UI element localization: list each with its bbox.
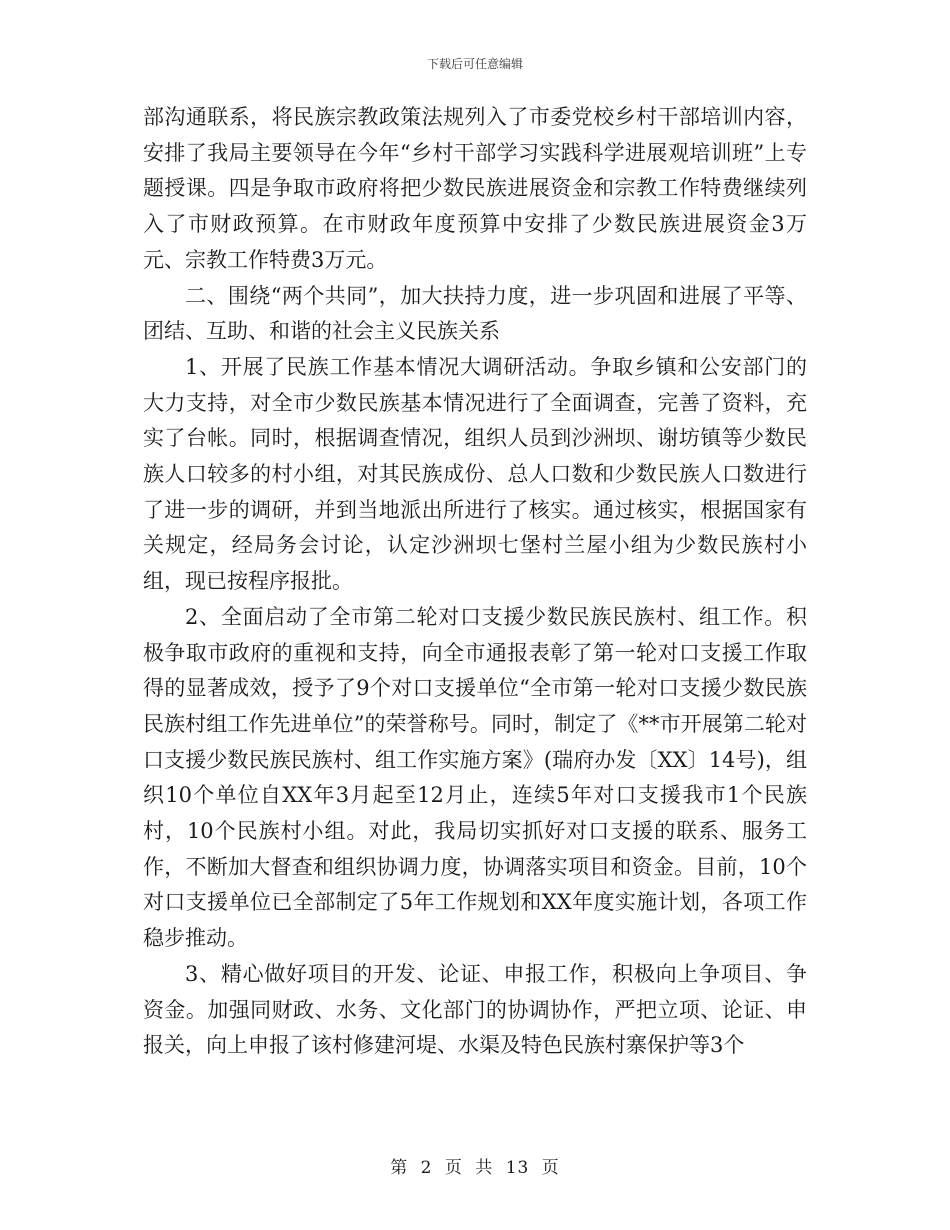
paragraph-section-heading: 二、围绕“两个共同”，加大扶持力度，进一步巩固和进展了平等、团结、互助、和谐的社会主义民族关系	[143, 283, 807, 344]
footer-prefix: 第	[390, 1158, 409, 1178]
footer-middle-1: 页	[444, 1158, 463, 1178]
footer-middle-2: 共	[475, 1158, 494, 1178]
paragraph-continuation: 部沟通联系，将民族宗教政策法规列入了市委党校乡村干部培训内容，安排了我局主要领导在今年“乡村干部学习实践科学进展观培训班”上专题授课。四是争取市政府将把少数民族进展资金和宗教工作特费继续列入了市财政预算。在市财政年度预算中安排了少数民族进展资金3万元、宗教工作特费3万元。	[143, 105, 807, 272]
paragraph-item-1: 1、开展了民族工作基本情况大调研活动。争取乡镇和公安部门的大力支持，对全市少数民族基本情况进行了全面调查，完善了资料，充实了台帐。同时，根据调查情况，组织人员到沙洲坝、谢坊镇等少数民族人口较多的村小组，对其民族成份、总人口数和少数民族人口数进行了进一步的调研，并到当地派出所进行了核实。通过核实，根据国家有关规定，经局务会讨论，认定沙洲坝七堡村兰屋小组为少数民族村小组，现已按程序报批。	[143, 354, 807, 594]
footer-current-page: 2	[420, 1158, 433, 1178]
page-header-note: 下载后可任意编辑	[426, 57, 523, 71]
footer-total-pages: 13	[505, 1158, 530, 1178]
paragraph-item-2: 2、全面启动了全市第二轮对口支援少数民族民族村、组工作。积极争取市政府的重视和支持，向全市通报表彰了第一轮对口支援工作取得的显著成效，授予了9个对口支援单位“全市第一轮对口支援少数民族民族村组工作先进单位”的荣誉称号。同时，制定了《**市开展第二轮对口支援少数民族民族村、组工作实施方案》(瑞府办发〔XX〕14号)，组织10个单位自XX年3月起至12月止，连续5年对口支援我市1个民族村，10个民族村小组。对此，我局切实抓好对口支援的联系、服务工作，不断加大督查和组织协调力度，协调落实项目和资金。目前，10个对口支援单位已全部制定了5年工作规划和XX年度实施计划，各项工作稳步推动。	[143, 604, 807, 951]
document-body	[143, 100, 807, 1064]
footer-suffix: 页	[541, 1158, 560, 1178]
paragraph-item-3: 3、精心做好项目的开发、论证、申报工作，积极向上争项目、争资金。加强同财政、水务、文化部门的协调协作，严把立项、论证、申报关，向上申报了该村修建河堤、水渠及特色民族村寨保护等3个	[143, 961, 807, 1058]
page-footer	[0, 1153, 950, 1178]
